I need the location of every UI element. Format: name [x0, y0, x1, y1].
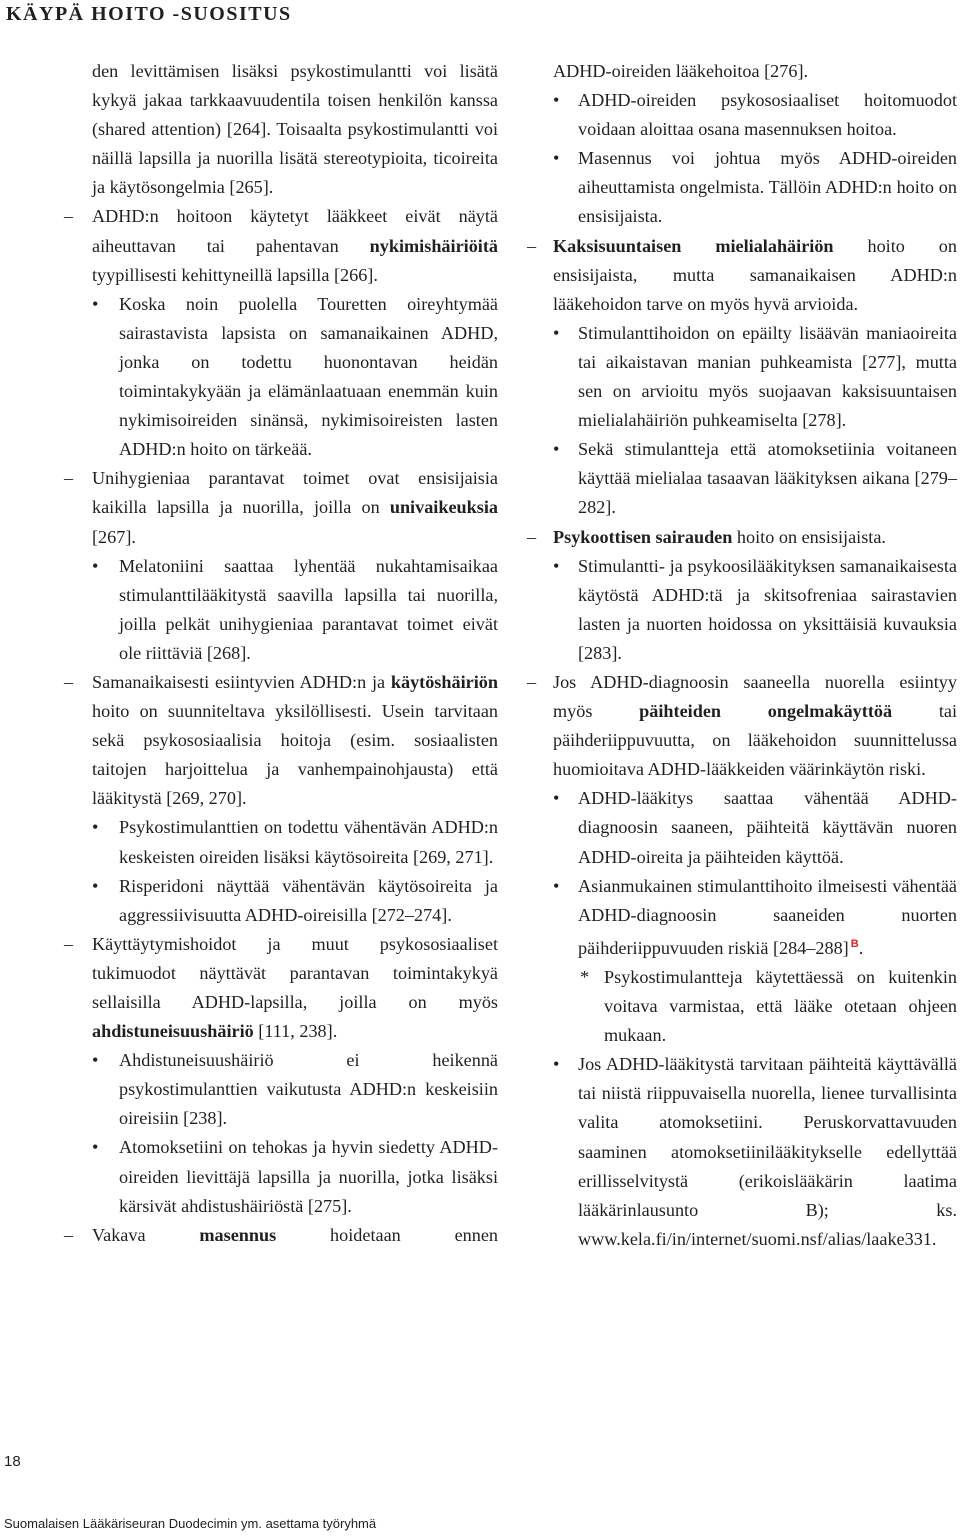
bullet-marker: • — [553, 788, 560, 809]
bullet-item: • Ahdistuneisuushäiriö ei heikennä psykostimulanttien vaikutusta ADHD:n keskeisiin oireisiin [238]. — [40, 1046, 498, 1133]
page-footer: Suomalaisen Lääkäriseuran Duodecimin ym. asettama työryhmä — [4, 1516, 377, 1531]
left-column — [40, 57, 498, 1250]
bold-term: univaikeuksia — [389, 497, 498, 518]
dash-item-tic-disorders: – ADHD:n hoitoon käytetyt lääkkeet eivät näytä aiheuttavan tai pahentavan nykimishäiriöitä tyypillisesti kehittyneillä lapsilla [266]. — [40, 202, 498, 289]
bullet-marker: • — [92, 293, 99, 314]
page-header: KÄYPÄ HOITO -SUOSITUS — [6, 3, 292, 25]
paragraph-text: den levittämisen lisäksi psykostimulantti voi lisätä kykyä jakaa tarkkaavuudentila toisen henkilön kanssa (shared attention) [264]. Toisaalta psykostimulantti voi näillä lapsilla ja nuorilla lisätä stereotypioita, ticoireita ja käytösongelmia [265]. — [92, 61, 498, 198]
bold-term: ahdistuneisuushäiriö — [92, 1021, 254, 1042]
bullet-item: • Asianmukainen stimulanttihoito ilmeisesti vähentää ADHD-diagnoosin saaneiden nuorten päihderiippuvuuden riskiä [284–288] $^B$. — [527, 872, 957, 963]
bullet-item: • Jos ADHD-lääkitystä tarvitaan päihteitä käyttävällä tai niistä riippuvaisella nuorella, lienee turvallisinta valita atomoksetiini. Peruskorvattavuuden saaminen atomoksetiinilääkitykselle edellyttää erillisselvitystä (erikoislääkärin laatima lääkärinlausunto B); ks. www.kela.fi/in/internet/suomi.nsf/alias/laake331. — [527, 1050, 957, 1254]
bullet-item: • Atomoksetiini on tehokas ja hyvin siedetty ADHD-oireiden lievittäjä lapsilla ja nuorilla, jotka lisäksi kärsivät ahdistushäiriöstä [275]. — [40, 1133, 498, 1220]
bullet-marker: • — [92, 1050, 99, 1071]
bullet-item: • Stimulantti- ja psykoosilääkityksen samanaikaisesta käytöstä ADHD:tä ja skitsofreniaa sairastavien lasten ja nuorten hoidossa on yksittäisiä kuvauksia [283]. — [527, 552, 957, 668]
bullet-marker: • — [553, 875, 560, 896]
bullet-item: • Koska noin puolella Touretten oireyhtymää sairastavista lapsista on samanaikainen ADHD, jonka on todettu huonontavan heidän toimintakykyään ja elämänlaatuaan enemmän kuin nykimisoireiden sinänsä, nykimisoireisten lasten ADHD:n hoito on tärkeää. — [40, 290, 498, 465]
bullet-item: • Sekä stimulantteja että atomoksetiinia voitaneen käyttää mielialaa tasaavan lääkityksen aikana [279–282]. — [527, 435, 957, 522]
bullet-marker: • — [553, 439, 560, 460]
bullet-marker: • — [553, 90, 560, 111]
bullet-marker: • — [553, 322, 560, 343]
star-item: * Psykostimulantteja käytettäessä on kuitenkin voitava varmistaa, että lääke otetaan ohjeen mukaan. — [527, 963, 957, 1050]
dash-marker: – — [64, 1224, 74, 1245]
page-number: 18 — [4, 1453, 21, 1470]
dash-marker: – — [527, 235, 537, 256]
bullet-marker: • — [553, 1054, 560, 1075]
dash-marker: – — [64, 206, 74, 227]
bold-term: käytöshäiriön — [390, 671, 498, 692]
dash-item-bipolar: – Kaksisuuntaisen mielialahäiriön hoito on ensisijaista, mutta samanaikaisen ADHD:n lääkehoidon tarve on myös hyvä arvioida. — [527, 232, 957, 319]
star-marker: * — [580, 966, 590, 987]
dash-marker: – — [64, 671, 74, 692]
bullet-item: • ADHD-oireiden psykososiaaliset hoitomuodot voidaan aloittaa osana masennuksen hoitoa. — [527, 86, 957, 144]
dash-item-sleep: – Unihygieniaa parantavat toimet ovat ensisijaisia kaikilla lapsilla ja nuorilla, joilla on univaikeuksia [267]. — [40, 464, 498, 551]
bold-term: nykimishäiriöitä — [369, 235, 498, 256]
bullet-item: • Stimulanttihoidon on epäilty lisäävän maniaoireita tai aikaistavan manian puhkeamista [277], mutta sen on arvioitu myös suojaavan kaksisuuntaisen mielialahäiriön puhkeamiselta [278]. — [527, 319, 957, 435]
bullet-item: • ADHD-lääkitys saattaa vähentää ADHD-diagnoosin saaneen, päihteitä käyttävän nuoren ADHD-oireita ja päihteiden käyttöä. — [527, 784, 957, 871]
dash-item-psychosis: – Psykoottisen sairauden hoito on ensisijaista. — [527, 523, 957, 552]
dash-marker: – — [527, 671, 537, 692]
bold-term: masennus — [199, 1224, 277, 1245]
bold-term: päihteiden ongelmakäyttöä — [639, 701, 893, 722]
dash-item-anxiety: – Käyttäytymishoidot ja muut psykososiaaliset tukimuodot näyttävät parantavan toimintakykyä sellaisilla ADHD-lapsilla, joilla on myös ahdistuneisuushäiriö [111, 238]. — [40, 930, 498, 1046]
dash-marker: – — [527, 526, 537, 547]
bullet-marker: • — [553, 555, 560, 576]
bullet-item: • Risperidoni näyttää vähentävän käytösoireita ja aggressiivisuutta ADHD-oireisilla [272–274]. — [40, 872, 498, 930]
dash-marker: – — [64, 468, 74, 489]
dash-marker: – — [64, 933, 74, 954]
bullet-marker: • — [92, 875, 99, 896]
bullet-item: • Psykostimulanttien on todettu vähentävän ADHD:n keskeisten oireiden lisäksi käytösoireita [269, 271]. — [40, 813, 498, 871]
bullet-item: • Melatoniini saattaa lyhentää nukahtamisaikaa stimulanttilääkitystä saavilla lapsilla tai nuorilla, joilla pelkät unihygieniaa parantavat toimet eivät ole riittäviä [268]. — [40, 552, 498, 668]
dash-item-substance-use: – Jos ADHD-diagnoosin saaneella nuorella esiintyy myös päihteiden ongelmakäyttöä tai päihderiippuvuutta, on lääkehoidon suunnittelussa huomioitava ADHD-lääkkeiden väärinkäytön riski. — [527, 668, 957, 784]
paragraph — [40, 57, 498, 202]
dash-item-depression: – Vakava masennus hoidetaan ennen — [40, 1221, 498, 1250]
bold-term: Psykoottisen sairauden — [553, 526, 733, 547]
right-column — [527, 57, 957, 1254]
bullet-marker: • — [92, 555, 99, 576]
bullet-item: • Masennus voi johtua myös ADHD-oireiden aiheuttamista ongelmista. Tällöin ADHD:n hoito on ensisijaista. — [527, 144, 957, 231]
bullet-marker: • — [92, 1137, 99, 1158]
evidence-level-badge[interactable]: B — [850, 937, 859, 950]
bold-term: Kaksisuuntaisen mielialahäiriön — [553, 235, 834, 256]
bullet-marker: • — [92, 817, 99, 838]
bullet-marker: • — [553, 148, 560, 169]
dash-item-conduct-disorder: – Samanaikaisesti esiintyvien ADHD:n ja käytöshäiriön hoito on suunniteltava yksilöllisesti. Usein tarvitaan sekä psykososiaalisia hoitoja (esim. sosiaalisten taitojen harjoittelua ja vanhempainohjausta) että lääkitystä [269, 270]. — [40, 668, 498, 813]
paragraph: ADHD-oireiden lääkehoitoa [276]. — [553, 61, 809, 81]
